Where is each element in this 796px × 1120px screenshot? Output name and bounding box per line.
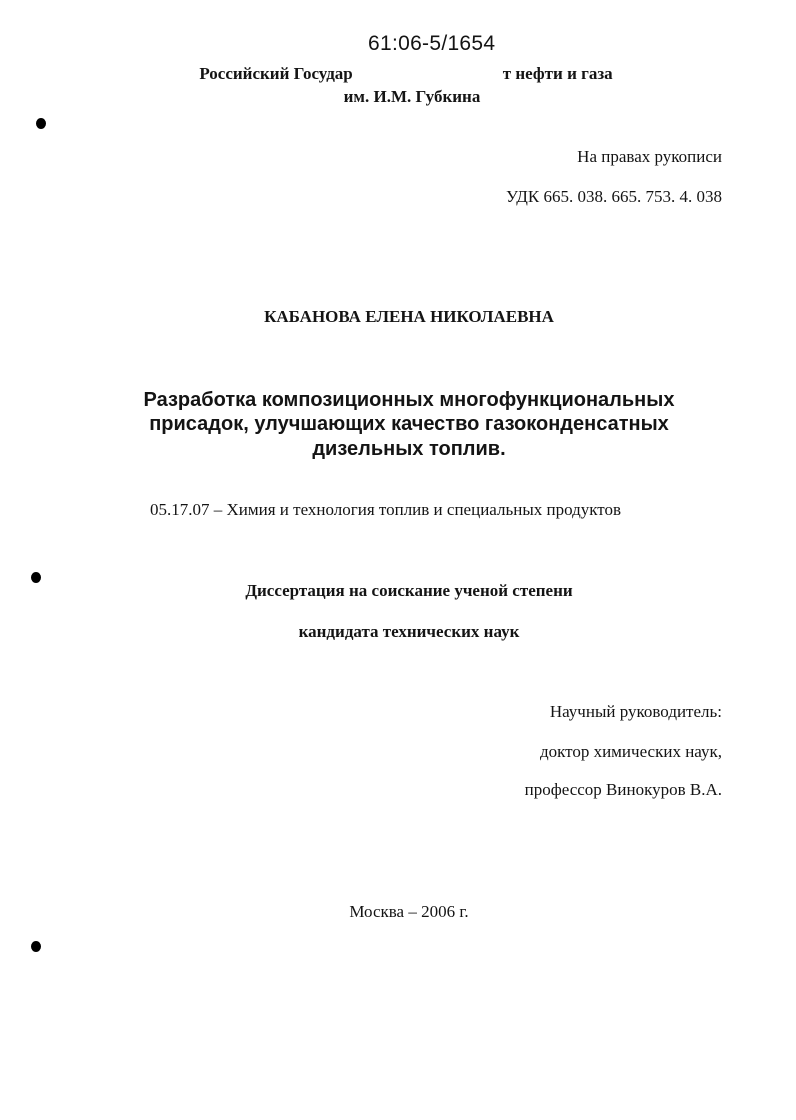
udk-code: УДК 665. 038. 665. 753. 4. 038 [505, 187, 722, 206]
punch-hole-mark [36, 118, 46, 129]
punch-hole-mark [31, 941, 41, 952]
supervisor-label: Научный руководитель: [549, 702, 722, 721]
specialty-code: 05.17.07 – Химия и технология топлив и специальных продуктов [150, 500, 622, 519]
institution-name-line1 [8, 64, 796, 84]
thesis-title-line3: дизельных топлив. [312, 438, 506, 460]
supervisor-name: профессор Винокуров В.А. [524, 780, 722, 799]
institution-name-line2: им. И.М. Губкина [343, 87, 481, 106]
archive-stamp-number: 61:06-5/1654 [368, 32, 496, 55]
city-year: Москва – 2006 г. [349, 902, 469, 921]
dissertation-type-line1: Диссертация на соискание ученой степени [245, 581, 573, 600]
dissertation-type-line2: кандидата технических наук [298, 622, 520, 641]
institution-name-end: т нефти и газа [502, 64, 613, 83]
author-name: КАБАНОВА ЕЛЕНА НИКОЛАЕВНА [264, 307, 554, 326]
institution-name-start: Российский Государ [199, 64, 353, 83]
supervisor-degree: доктор химических наук, [539, 742, 722, 761]
thesis-title-line2: присадок, улучшающих качество газоконденсатных [149, 413, 669, 435]
manuscript-rights: На правах рукописи [577, 147, 722, 166]
thesis-title-line1: Разработка композиционных многофункциональных [143, 389, 675, 411]
